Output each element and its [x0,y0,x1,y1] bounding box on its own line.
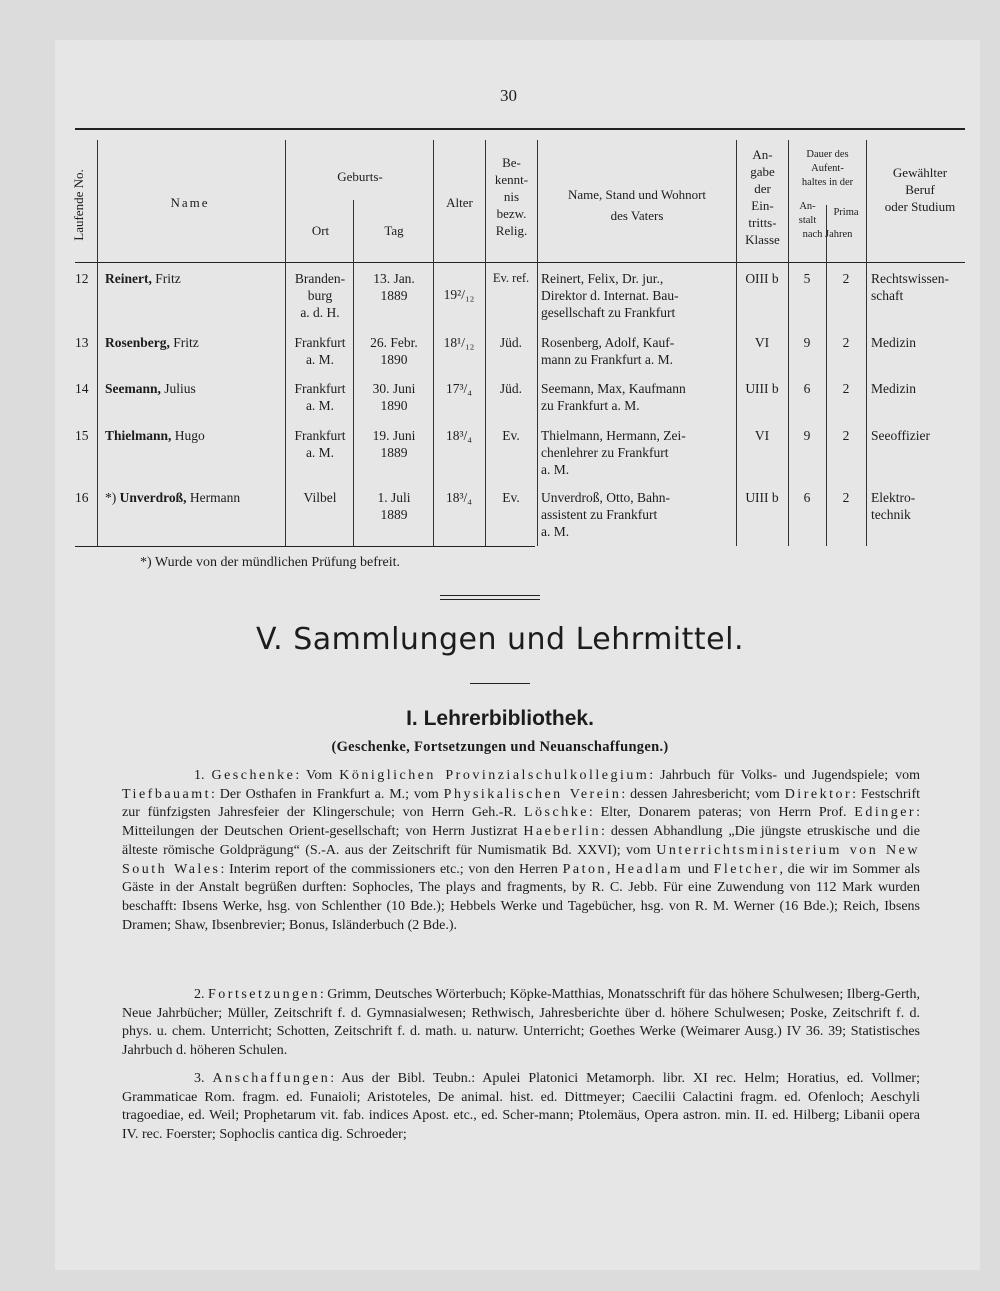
row-beruf: Rechtswissen- schaft [871,271,949,303]
row-prima: 2 [842,490,850,505]
row-name: Reinert, Fritz [105,271,181,286]
row-alter: 17³/₄ [445,381,472,396]
divider-rule [440,595,540,596]
row-ort: Frankfurt a. M. [294,335,346,367]
row-beruf: Seeoffizier [871,428,930,443]
header-geburts: Geburts- [337,169,383,184]
header-anstalt: An- stalt [798,201,817,226]
row-no: 14 [75,381,89,396]
row-ort: Branden- burg a. d. H. [294,271,346,320]
ornament-rule [470,683,530,684]
row-ort: Vilbel [303,490,337,505]
row-klasse: UIII b [745,490,779,505]
row-prima: 2 [842,271,850,286]
header-nach-jahren: nach Jahren [802,229,853,240]
footnote: *) Wurde von der mündlichen Prüfung befreit. [140,555,401,570]
row-tag: 13. Jan. 1889 [373,271,415,303]
row-ort: Frankfurt a. M. [294,381,346,413]
header-tag: Tag [384,223,404,238]
row-anstalt: 9 [803,428,811,443]
table-bottom-rule [75,546,535,547]
row-alter: 18³/₄ [445,490,472,505]
row-klasse: VI [754,428,770,443]
row-vater: Rosenberg, Adolf, Kauf- mann zu Frankfurt a. M. [541,335,675,367]
row-vater: Reinert, Felix, Dr. jur., Direktor d. Internat. Bau- gesellschaft zu Frankfurt [541,271,679,320]
row-beruf: Medizin [871,381,916,396]
header-name: Name [170,195,210,210]
row-tag: 26. Febr. 1890 [370,335,418,367]
row-tag: 19. Juni 1889 [372,428,416,460]
divider-rule [440,599,540,600]
header-ort: Ort [311,223,330,238]
header-angabe: An- gabe der Ein- tritts- Klasse [745,147,780,247]
row-relig: Ev. [502,428,520,443]
row-relig: Jüd. [499,335,523,350]
row-alter: 19²/₁₂ [443,287,475,302]
row-klasse: VI [754,335,770,350]
header-bottom-rule [75,262,965,263]
row-klasse: UIII b [745,381,779,396]
section-title: V. Sammlungen und Lehrmittel. [256,622,744,657]
row-prima: 2 [842,381,850,396]
paragraph-anschaffungen: 3. Anschaffungen: Aus der Bibl. Teubn.: Apulei Platonici Metamorph. libr. XI rec. Helm; Horatius, ed. Vollmer; Grammaticae Rom. fragm. ed. Funaioli; Aristoteles, De animal. hist. ed. Dittmeyer; Caecilii Calactini fragm. ed. Ofenloch; Aeschyli tragoediae, ed. Weil; Prophetarum vit. fab. indices Apost. etc., ed. Scher-mann; Ptolemäus, Opera astron. min. II. ed. Hilberg; Libanii opera IV. rec. Foerster; Sophoclis cantica dig. Schroeder; [122,1071,920,1143]
row-anstalt: 5 [803,271,811,286]
row-no: 15 [75,428,89,443]
row-vater: Seemann, Max, Kaufmann zu Frankfurt a. M. [541,381,686,413]
row-tag: 30. Juni 1890 [372,381,416,413]
row-klasse: OIII b [745,271,779,286]
row-name: *) Unverdroß, Hermann [105,490,241,505]
col-divider [866,140,867,546]
header-dauer: Dauer des Aufent- haltes in der [801,149,854,188]
row-alter: 18³/₄ [445,428,472,443]
row-no: 13 [75,335,89,350]
col-divider [97,140,98,546]
row-no: 12 [75,271,89,286]
row-relig: Ev. [502,490,520,505]
row-vater: Thielmann, Hermann, Zei- chenlehrer zu Frankfurt a. M. [541,428,686,477]
header-alter: Alter [446,195,473,210]
header-bekenntnis: Be- kennt- nis bezw. Relig. [494,155,529,238]
row-vater: Unverdroß, Otto, Bahn- assistent zu Frankfurt a. M. [541,490,670,539]
row-anstalt: 9 [803,335,811,350]
row-beruf: Medizin [871,335,916,350]
row-anstalt: 6 [803,381,811,396]
row-relig: Jüd. [499,381,523,396]
row-beruf: Elektro- technik [871,490,916,522]
header-beruf: Gewählter Beruf oder Studium [884,165,956,214]
row-name: Thielmann, Hugo [105,428,205,443]
row-alter: 18¹/₁₂ [443,335,475,350]
paragraph-geschenke: 1. Geschenke: Vom Königlichen Provinzialschulkollegium: Jahrbuch für Volks- und Jugendspiele; vom Tiefbauamt: Der Osthafen in Frankfurt a. M.; vom Physikalischen Verein: dessen Jahresbericht; vom Direktor: Festschrift zur fünfzigsten Jahresfeier der Klingerschule; von Herrn Geh.-R. Löschke: Elter, Donarem pateras; von Herrn Prof. Edinger: Mitteilungen der Deutschen Orient-gesellschaft; von Herrn Justizrat Haeberlin: dessen Abhandlung „Die jüngste etruskische und die älteste römische Goldprägung“ (S.-A. aus der Zeitschrift für Numismatik Bd. XXVI); vom Unterrichtsministerium von New South Wales: Interim report of the commissioners etc.; von den Herren Paton, Headlam und Fletcher, die wir im Sommer als Gäste in der Anstalt begrüßen durften: Sophocles, The plays and fragments, by R. C. Jebb. Für eine Zuwendung von 112 Mark wurden beschafft: Ibsens Werke, hsg. von Schlenther (10 Bde.); Hebbels Werke und Tagebücher, hsg. von R. M. Werner (16 Bde.); Reich, Ibsens Dramen; Shaw, Ibsenbrevier; Bonus, Isländerbuch (2 Bde.). [122,768,921,933]
header-laufende-no: Laufende No. [71,169,86,241]
row-anstalt: 6 [803,490,811,505]
row-ort: Frankfurt a. M. [294,428,346,460]
row-no: 16 [75,490,89,505]
row-tag: 1. Juli 1889 [377,490,411,522]
row-name: Seemann, Julius [105,381,196,396]
row-prima: 2 [842,335,850,350]
section-subsubtitle: (Geschenke, Fortsetzungen und Neuanschaffungen.) [331,739,669,755]
row-relig: Ev. ref. [492,271,530,285]
paragraph-fortsetzungen: 2. Fortsetzungen: Grimm, Deutsches Wörterbuch; Köpke-Matthias, Monatsschrift für das höhere Schulwesen; Ilberg-Gerth, Neue Jahrbücher; Müller, Zeitschrift f. d. Gymnasialwesen; Rethwisch, Jahresberichte über d. höhere Schulwesen; Poske, Zeitschrift f. d. phys. u. chem. Unterricht; Schotten, Zeitschrift f. d. math. u. naturw. Unterricht; Goethes Werke (Weimarer Ausg.) IV 36. 39; Statistisches Jahrbuch d. höheren Schulen. [122,987,920,1059]
header-prima: Prima [833,207,859,218]
section-subtitle: I. Lehrerbibliothek. [406,707,594,730]
header-name-stand: Name, Stand und Wohnort des Vaters [567,187,707,223]
row-name: Rosenberg, Fritz [105,335,199,350]
top-rule [75,128,965,130]
row-prima: 2 [842,428,850,443]
page-number: 30 [500,86,517,105]
